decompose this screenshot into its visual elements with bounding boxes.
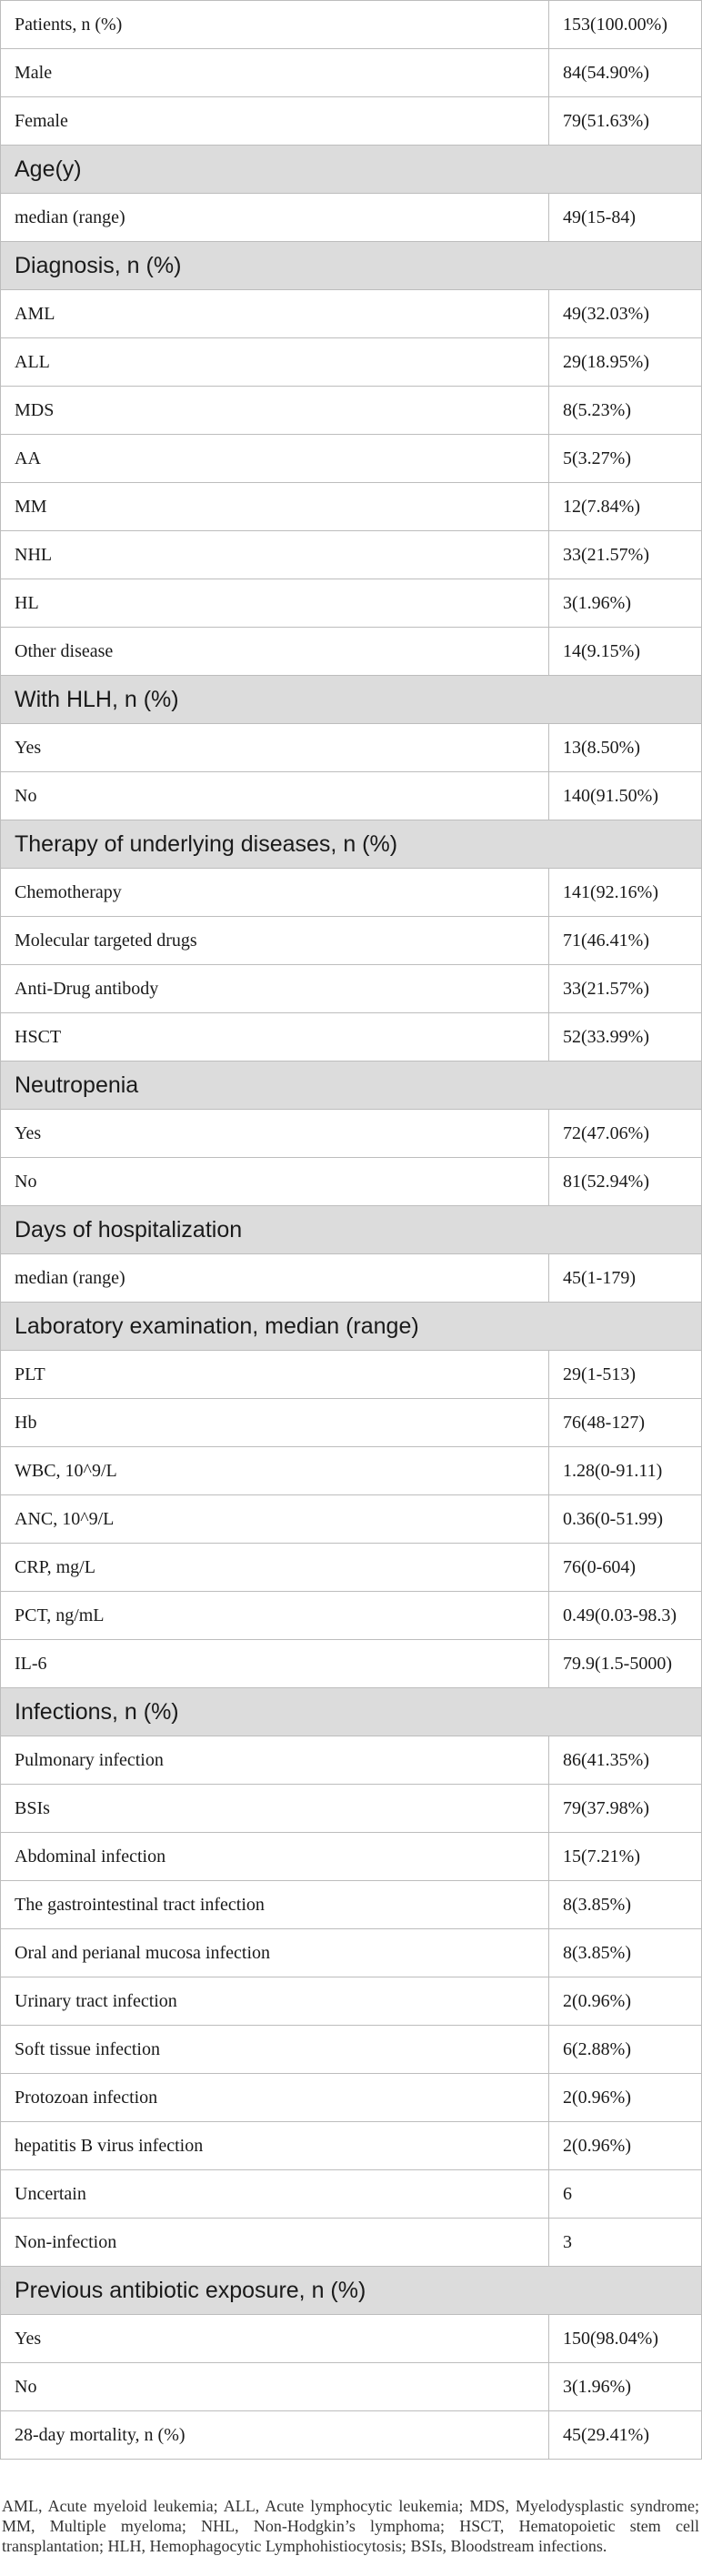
section-header-label: Diagnosis, n (%) (1, 242, 702, 290)
row-label: HL (1, 579, 549, 628)
section-header-row (1, 1062, 702, 1110)
row-label: IL-6 (1, 1640, 549, 1688)
table-row (1, 628, 702, 676)
row-value: 81(52.94%) (549, 1158, 702, 1206)
table-row (1, 869, 702, 917)
table-row (1, 579, 702, 628)
table-row (1, 1544, 702, 1592)
section-header-label: Laboratory examination, median (range) (1, 1303, 702, 1351)
section-header-row (1, 676, 702, 724)
table-row (1, 338, 702, 387)
table-row (1, 1, 702, 49)
row-value: 8(3.85%) (549, 1929, 702, 1977)
row-value: 153(100.00%) (549, 1, 702, 49)
table-row (1, 2026, 702, 2074)
row-label: Yes (1, 724, 549, 772)
row-value: 14(9.15%) (549, 628, 702, 676)
table-row (1, 49, 702, 97)
table-row (1, 483, 702, 531)
row-label: AA (1, 435, 549, 483)
row-value: 52(33.99%) (549, 1013, 702, 1062)
row-label: No (1, 772, 549, 820)
section-header-row (1, 1303, 702, 1351)
table-body (1, 1, 702, 2460)
row-value: 33(21.57%) (549, 531, 702, 579)
row-label: No (1, 1158, 549, 1206)
row-label: Protozoan infection (1, 2074, 549, 2122)
row-value: 6(2.88%) (549, 2026, 702, 2074)
row-label: Molecular targeted drugs (1, 917, 549, 965)
section-header-row (1, 1206, 702, 1254)
row-label: hepatitis B virus infection (1, 2122, 549, 2170)
row-value: 29(1-513) (549, 1351, 702, 1399)
row-value: 76(48-127) (549, 1399, 702, 1447)
row-value: 79.9(1.5-5000) (549, 1640, 702, 1688)
row-label: BSIs (1, 1785, 549, 1833)
table-row (1, 2315, 702, 2363)
row-label: Female (1, 97, 549, 146)
row-label: WBC, 10^9/L (1, 1447, 549, 1495)
row-value: 13(8.50%) (549, 724, 702, 772)
table-row (1, 531, 702, 579)
row-label: Non-infection (1, 2219, 549, 2267)
row-label: PCT, ng/mL (1, 1592, 549, 1640)
row-value: 0.36(0-51.99) (549, 1495, 702, 1544)
row-label: median (range) (1, 194, 549, 242)
row-value: 72(47.06%) (549, 1110, 702, 1158)
table-row (1, 1254, 702, 1303)
row-value: 45(29.41%) (549, 2411, 702, 2460)
section-header-label: With HLH, n (%) (1, 676, 702, 724)
row-label: Hb (1, 1399, 549, 1447)
table-row (1, 387, 702, 435)
row-value: 3(1.96%) (549, 2363, 702, 2411)
section-header-label: Neutropenia (1, 1062, 702, 1110)
table-row (1, 1351, 702, 1399)
section-header-label: Days of hospitalization (1, 1206, 702, 1254)
row-value: 12(7.84%) (549, 483, 702, 531)
table-row (1, 1785, 702, 1833)
row-value: 86(41.35%) (549, 1736, 702, 1785)
row-label: ANC, 10^9/L (1, 1495, 549, 1544)
row-value: 8(3.85%) (549, 1881, 702, 1929)
row-value: 45(1-179) (549, 1254, 702, 1303)
table-row (1, 1592, 702, 1640)
row-value: 6 (549, 2170, 702, 2219)
row-label: Anti-Drug antibody (1, 965, 549, 1013)
row-value: 76(0-604) (549, 1544, 702, 1592)
row-value: 2(0.96%) (549, 1977, 702, 2026)
row-value: 79(51.63%) (549, 97, 702, 146)
row-label: AML (1, 290, 549, 338)
row-value: 150(98.04%) (549, 2315, 702, 2363)
table-row (1, 2219, 702, 2267)
table-row (1, 1013, 702, 1062)
table-row (1, 194, 702, 242)
row-value: 2(0.96%) (549, 2122, 702, 2170)
row-value: 2(0.96%) (549, 2074, 702, 2122)
table-row (1, 290, 702, 338)
row-label: PLT (1, 1351, 549, 1399)
row-value: 141(92.16%) (549, 869, 702, 917)
row-value: 49(15-84) (549, 194, 702, 242)
table-row (1, 2363, 702, 2411)
table-row (1, 2122, 702, 2170)
row-value: 29(18.95%) (549, 338, 702, 387)
row-label: Male (1, 49, 549, 97)
section-header-label: Age(y) (1, 146, 702, 194)
row-label: Other disease (1, 628, 549, 676)
section-header-row (1, 1688, 702, 1736)
table-row (1, 1640, 702, 1688)
section-header-label: Therapy of underlying diseases, n (%) (1, 820, 702, 869)
row-value: 79(37.98%) (549, 1785, 702, 1833)
row-label: Chemotherapy (1, 869, 549, 917)
row-label: 28-day mortality, n (%) (1, 2411, 549, 2460)
section-header-label: Previous antibiotic exposure, n (%) (1, 2267, 702, 2315)
table-row (1, 1929, 702, 1977)
row-value: 140(91.50%) (549, 772, 702, 820)
section-header-row (1, 820, 702, 869)
row-label: ALL (1, 338, 549, 387)
table-row (1, 917, 702, 965)
table-footnote: AML, Acute myeloid leukemia; ALL, Acute lymphocytic leukemia; MDS, Myelodysplastic syndrome; MM, Multiple myeloma; NHL, Non-Hodgkin’s lymphoma; HSCT, Hematopoietic stem cell transplantation; HLH, Hemophagocytic Lymphohistiocytosis; BSIs, Bloodstream infections. (2, 2497, 699, 2555)
row-label: Oral and perianal mucosa infection (1, 1929, 549, 1977)
section-header-row (1, 146, 702, 194)
table-row (1, 1833, 702, 1881)
section-header-row (1, 2267, 702, 2315)
row-value: 1.28(0-91.11) (549, 1447, 702, 1495)
row-value: 0.49(0.03-98.3) (549, 1592, 702, 1640)
table-row (1, 1158, 702, 1206)
table-row (1, 724, 702, 772)
row-label: NHL (1, 531, 549, 579)
row-value: 5(3.27%) (549, 435, 702, 483)
row-label: No (1, 2363, 549, 2411)
row-label: HSCT (1, 1013, 549, 1062)
row-value: 15(7.21%) (549, 1833, 702, 1881)
row-label: MDS (1, 387, 549, 435)
row-value: 3(1.96%) (549, 579, 702, 628)
section-header-row (1, 242, 702, 290)
table-row (1, 1977, 702, 2026)
row-label: median (range) (1, 1254, 549, 1303)
row-value: 84(54.90%) (549, 49, 702, 97)
row-label: MM (1, 483, 549, 531)
row-value: 33(21.57%) (549, 965, 702, 1013)
table-row (1, 1881, 702, 1929)
row-label: Soft tissue infection (1, 2026, 549, 2074)
table-row (1, 2170, 702, 2219)
row-value: 49(32.03%) (549, 290, 702, 338)
row-label: Uncertain (1, 2170, 549, 2219)
section-header-label: Infections, n (%) (1, 1688, 702, 1736)
table-row (1, 1495, 702, 1544)
table-row (1, 1110, 702, 1158)
row-label: Urinary tract infection (1, 1977, 549, 2026)
row-value: 3 (549, 2219, 702, 2267)
table-row (1, 2411, 702, 2460)
row-label: Abdominal infection (1, 1833, 549, 1881)
row-label: Yes (1, 2315, 549, 2363)
row-label: CRP, mg/L (1, 1544, 549, 1592)
table-row (1, 97, 702, 146)
row-value: 8(5.23%) (549, 387, 702, 435)
row-value: 71(46.41%) (549, 917, 702, 965)
table-row (1, 2074, 702, 2122)
row-label: The gastrointestinal tract infection (1, 1881, 549, 1929)
table-row (1, 965, 702, 1013)
table-row (1, 435, 702, 483)
row-label: Patients, n (%) (1, 1, 549, 49)
table-row (1, 1447, 702, 1495)
table-row (1, 772, 702, 820)
row-label: Yes (1, 1110, 549, 1158)
table-row (1, 1399, 702, 1447)
table-row (1, 1736, 702, 1785)
row-label: Pulmonary infection (1, 1736, 549, 1785)
